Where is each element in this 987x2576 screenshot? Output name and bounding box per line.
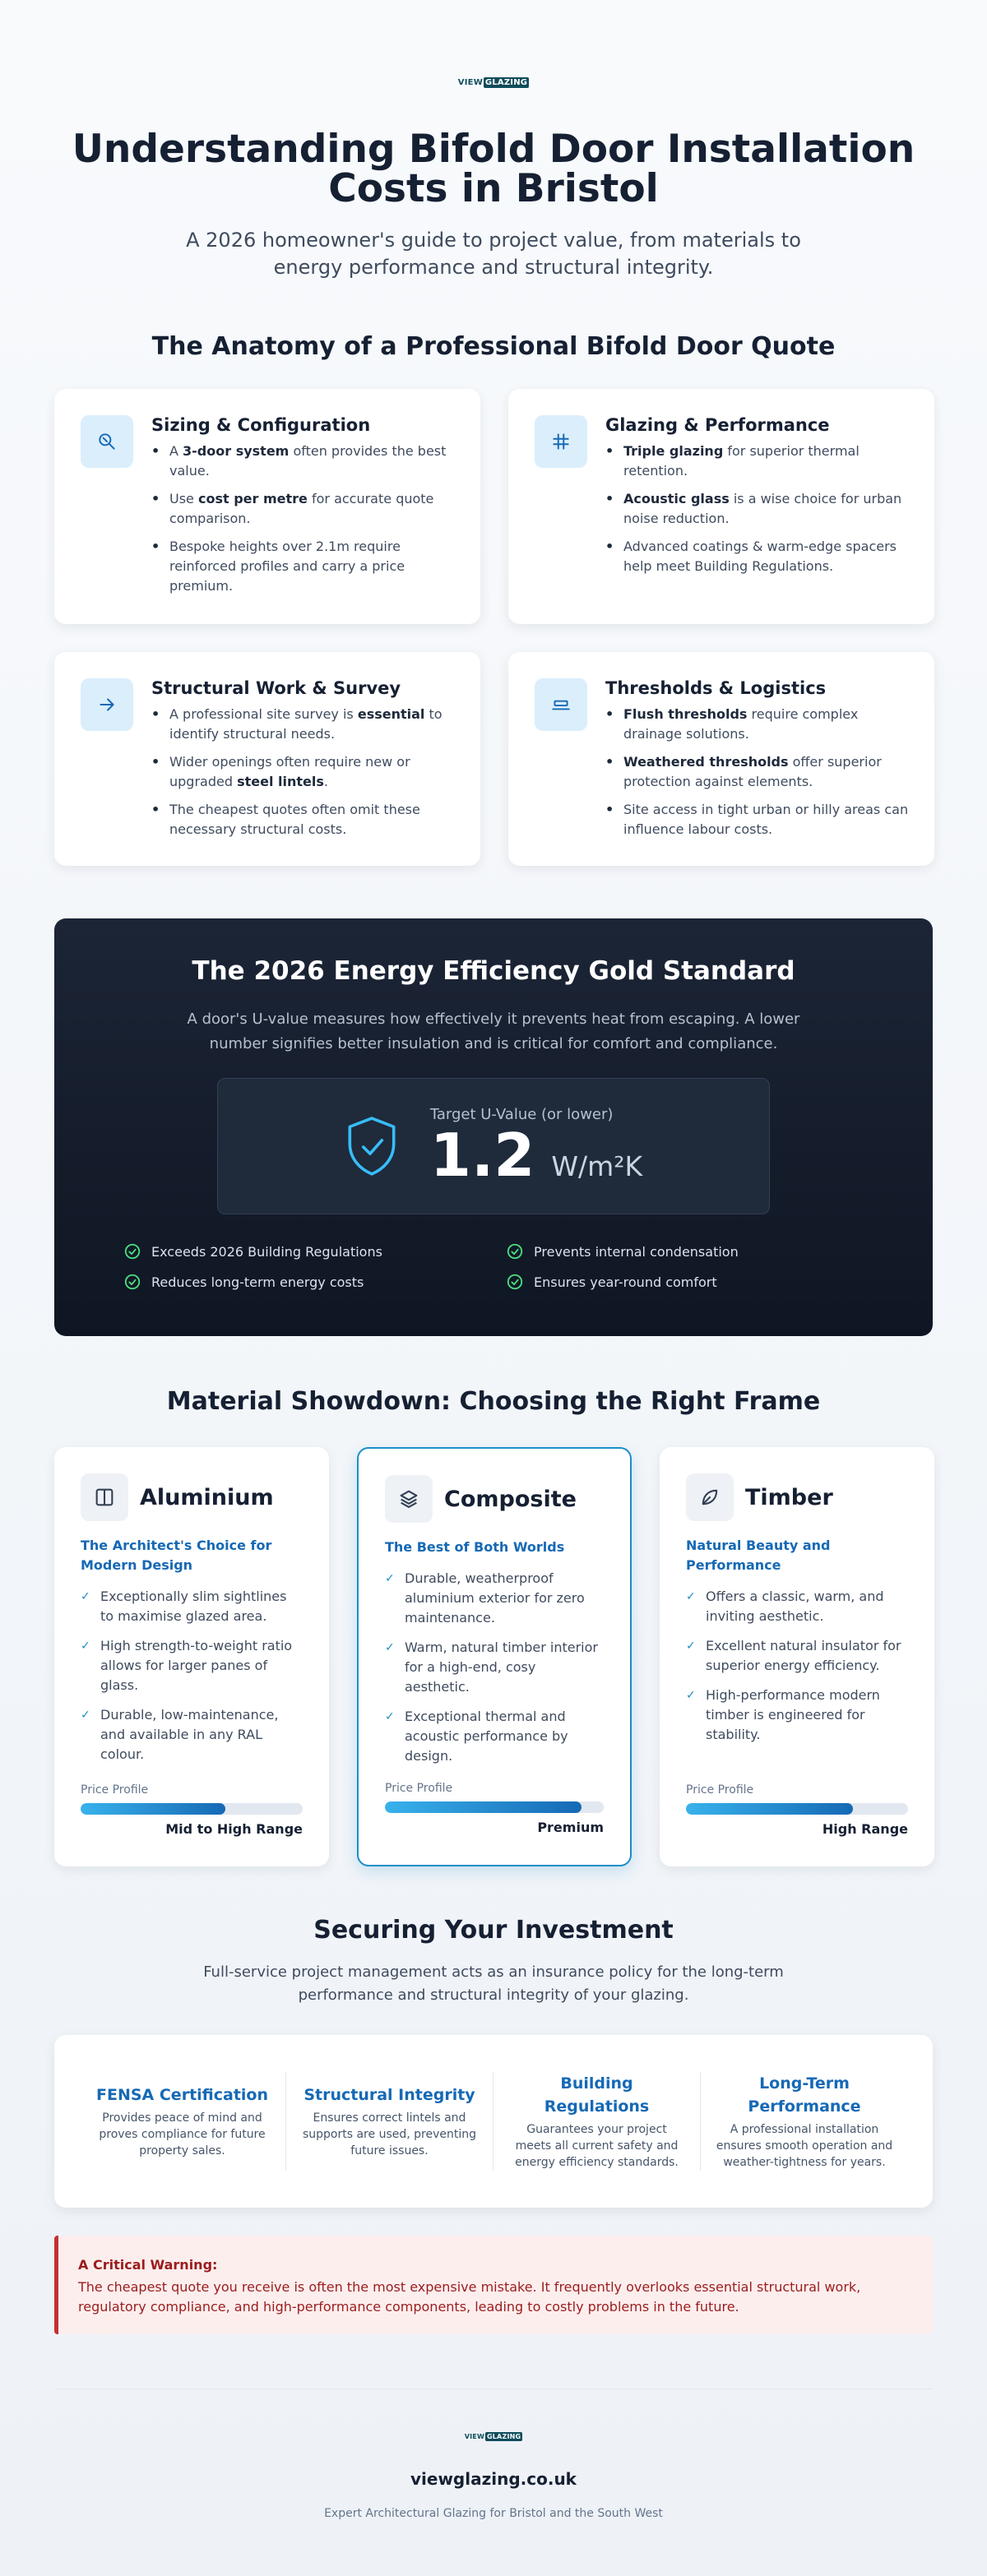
price-bar [385, 1801, 604, 1813]
investment-section-title: Securing Your Investment [313, 1916, 674, 1945]
list-item: • Advanced coatings & warm-edge spacers help meet Building Regulations. [605, 537, 910, 576]
footer-site-link[interactable]: viewglazing.co.uk [410, 2469, 577, 2489]
layers-icon [385, 1475, 433, 1523]
uvalue-number: 1.2 [429, 1120, 535, 1190]
list-item: • A professional site survey is essential to identify structural needs. [151, 705, 456, 744]
anatomy-grid [54, 389, 933, 866]
benefit-item: Ensures year-round comfort [506, 1273, 888, 1291]
price-range: Mid to High Range [165, 1821, 303, 1837]
energy-panel [54, 918, 933, 1336]
list-item: • The cheapest quotes often omit these necessary structural costs. [151, 800, 456, 839]
materials-grid [54, 1447, 933, 1866]
investment-item-desc: Guarantees your project meets all current safety and energy efficiency standards. [515, 2123, 679, 2169]
price-fill [385, 1801, 582, 1813]
check-circle-icon [123, 1273, 141, 1291]
investment-item-title: Structural Integrity [304, 2086, 475, 2104]
header-logo[interactable] [54, 76, 933, 89]
price-range: High Range [822, 1821, 908, 1837]
card-heading: Structural Work & Survey [151, 678, 401, 698]
investment-item [701, 2072, 908, 2171]
page-title: Understanding Bifold Door Installation Costs in Bristol [72, 127, 915, 211]
anatomy-card-structural [54, 652, 480, 866]
price-fill [686, 1803, 853, 1815]
card-heading: Sizing & Configuration [151, 415, 371, 435]
price-fill [81, 1803, 225, 1815]
investment-item-title: Long-Term Performance [748, 2074, 861, 2116]
list-item: • A 3-door system often provides the best value. [151, 442, 456, 481]
energy-description: A door's U-value measures how effectively it prevents heat from escaping. A lower number signifies better insulation and is critical for comfort and compliance. [187, 1011, 800, 1052]
list-item: • Bespoke heights over 2.1m require reinforced profiles and carry a price premium. [151, 537, 456, 596]
benefits-list [123, 1242, 933, 1291]
list-item: • Triple glazing for superior thermal retention. [605, 442, 910, 481]
check-circle-icon [506, 1273, 524, 1291]
card-heading: Thresholds & Logistics [605, 678, 827, 698]
material-tagline: Natural Beauty and Performance [686, 1538, 831, 1573]
arrow-right-icon [81, 678, 133, 731]
check-circle-icon [506, 1242, 524, 1260]
leaf-icon [686, 1473, 734, 1521]
price-label: Price Profile [81, 1783, 149, 1797]
list-item: ✓ Excellent natural insulator for superior energy efficiency. [686, 1636, 908, 1676]
investment-item-desc: Ensures correct lintels and supports are used, preventing future issues. [302, 2111, 476, 2157]
material-tagline: The Best of Both Worlds [385, 1539, 565, 1555]
material-card-composite [357, 1447, 632, 1866]
list-item: ✓ High strength-to-weight ratio allows for larger panes of glass. [81, 1636, 303, 1695]
card-list [151, 442, 456, 596]
material-name: Timber [745, 1484, 833, 1510]
list-item: • Wider openings often require new or upgraded steel lintels. [151, 752, 456, 792]
price-profile [81, 1783, 303, 1837]
footer-logo[interactable] [54, 2432, 933, 2441]
brand-logo: VIEW GLAZING [457, 77, 528, 87]
investment-item-title: Building Regulations [544, 2074, 650, 2116]
energy-title: The 2026 Energy Efficiency Gold Standard [192, 956, 795, 986]
material-points [686, 1587, 908, 1745]
material-tagline: The Architect's Choice for Modern Design [81, 1538, 272, 1573]
footer-tagline: Expert Architectural Glazing for Bristol and the South West [324, 2507, 663, 2520]
list-item: • Weathered thresholds offer superior protection against elements. [605, 752, 910, 792]
material-points [81, 1587, 303, 1764]
list-item: ✓ Durable, weatherproof aluminium exterior for zero maintenance. [385, 1569, 604, 1628]
card-list [605, 705, 910, 839]
list-item: ✓ Exceptionally slim sightlines to maximise glazed area. [81, 1587, 303, 1626]
grid-icon [535, 415, 587, 468]
list-item: ✓ Exceptional thermal and acoustic performance by design. [385, 1707, 604, 1766]
list-item: ✓ High-performance modern timber is engineered for stability. [686, 1686, 908, 1745]
anatomy-card-sizing [54, 389, 480, 624]
investment-card [54, 2035, 933, 2208]
material-name: Aluminium [140, 1484, 274, 1510]
card-list [605, 442, 910, 576]
price-profile [686, 1783, 908, 1837]
investment-item-desc: Provides peace of mind and proves compliance for future property sales. [99, 2111, 266, 2157]
investment-description: Full-service project management acts as an insurance policy for the long-term performance and structural integrity of your glazing. [203, 1963, 784, 2004]
investment-item-desc: A professional installation ensures smooth operation and weather-tightness for years. [716, 2123, 893, 2169]
warning-text: The cheapest quote you receive is often the most expensive mistake. It frequently overlooks essential structural work, regulatory compliance, and high-performance components, leading to costly problems in the future. [78, 2279, 861, 2315]
material-name: Composite [444, 1486, 577, 1512]
anatomy-card-thresholds [508, 652, 934, 866]
material-points [385, 1569, 604, 1766]
list-item: • Use cost per metre for accurate quote comparison. [151, 489, 456, 529]
uvalue-box [217, 1078, 770, 1214]
price-bar [81, 1803, 303, 1815]
anatomy-section-title: The Anatomy of a Professional Bifold Door Quote [151, 332, 836, 361]
price-bar [686, 1803, 908, 1815]
uvalue-text [429, 1105, 643, 1190]
investment-item [79, 2072, 286, 2171]
list-item: • Acoustic glass is a wise choice for urban noise reduction. [605, 489, 910, 529]
list-item: ✓ Durable, low-maintenance, and available in any RAL colour. [81, 1705, 303, 1764]
list-item: • Flush thresholds require complex drainage solutions. [605, 705, 910, 744]
investment-item [494, 2072, 701, 2171]
threshold-icon [535, 678, 587, 731]
brand-logo: VIEW GLAZING [464, 2433, 521, 2440]
material-card-timber [660, 1447, 934, 1866]
check-circle-icon [123, 1242, 141, 1260]
uvalue-label: Target U-Value (or lower) [429, 1105, 614, 1123]
uvalue-unit: W/m²K [551, 1149, 643, 1182]
benefit-item: Exceeds 2026 Building Regulations [123, 1242, 506, 1260]
price-profile [385, 1782, 604, 1835]
investment-item [286, 2072, 494, 2171]
list-item: ✓ Warm, natural timber interior for a high-end, cosy aesthetic. [385, 1638, 604, 1697]
list-item: ✓ Offers a classic, warm, and inviting aesthetic. [686, 1587, 908, 1626]
price-range: Premium [537, 1820, 604, 1835]
page-subtitle: A 2026 homeowner's guide to project value, from materials to energy performance and structural integrity. [186, 229, 801, 279]
split-panel-icon [81, 1473, 128, 1521]
card-list [151, 705, 456, 839]
list-item: • Site access in tight urban or hilly areas can influence labour costs. [605, 800, 910, 839]
warning-title: A Critical Warning: [78, 2257, 218, 2273]
material-card-aluminium [54, 1447, 329, 1866]
benefit-item: Prevents internal condensation [506, 1242, 888, 1260]
benefit-item: Reduces long-term energy costs [123, 1273, 506, 1291]
card-heading: Glazing & Performance [605, 415, 830, 435]
price-label: Price Profile [686, 1783, 754, 1797]
investment-item-title: FENSA Certification [96, 2086, 268, 2104]
anatomy-card-glazing [508, 389, 934, 624]
materials-section-title: Material Showdown: Choosing the Right Frame [166, 1387, 821, 1416]
shield-check-icon [345, 1115, 399, 1177]
critical-warning [54, 2236, 933, 2334]
price-label: Price Profile [385, 1782, 453, 1795]
search-icon [81, 415, 133, 468]
